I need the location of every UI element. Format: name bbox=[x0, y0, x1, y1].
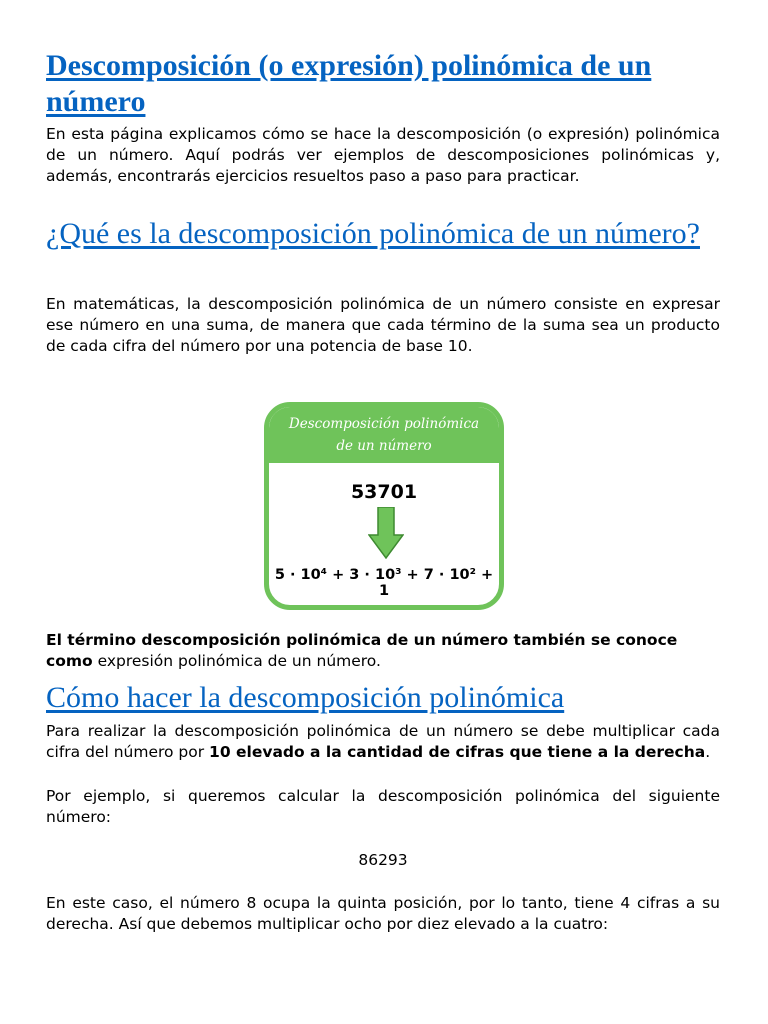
intro-paragraph: En esta página explicamos cómo se hace la descomposición (o expresión) polinómica de un número. Aquí podrás ver ejemplos de descomposiciones polinómicas y, además, encontrarás ejercicios resueltos paso a paso para practicar. bbox=[46, 125, 720, 185]
section-heading-what-is[interactable]: ¿Qué es la descomposición polinómica de un número? bbox=[46, 217, 700, 250]
definition-paragraph: En matemáticas, la descomposición polinómica de un número consiste en expresar ese número en una suma, de manera que cada término de la suma sea un producto de cada cifra del número por una potencia de base 10. bbox=[46, 295, 720, 355]
note-end: . bbox=[376, 652, 381, 670]
note-bold-text: El término descomposición polinómica de un número también se conoce como bbox=[46, 631, 678, 670]
figure-number: 53701 bbox=[350, 481, 418, 503]
decomposition-figure bbox=[264, 402, 504, 610]
method-paragraph bbox=[46, 721, 720, 763]
down-arrow-icon bbox=[368, 507, 404, 559]
method-text: Para realizar la descomposición polinómica de un número se debe multiplicar cada cifra del número por bbox=[46, 722, 720, 761]
method-bold-text: 10 elevado a la cantidad de cifras que tiene a la derecha bbox=[209, 743, 706, 761]
method-end: . bbox=[705, 743, 711, 761]
page-title[interactable]: Descomposición (o expresión) polinómica de un número bbox=[46, 49, 652, 118]
figure-title-line1: Descomposición polinómica bbox=[288, 416, 480, 432]
figure-header bbox=[269, 407, 499, 463]
figure-expression: 5 · 10⁴ + 3 · 10³ + 7 · 10² + 1 bbox=[274, 567, 494, 599]
note-normal-text: expresión polinómica de un número bbox=[92, 652, 377, 670]
figure-title-line2: de un número bbox=[336, 438, 432, 454]
example-explanation-paragraph: En este caso, el número 8 ocupa la quinta posición, por lo tanto, tiene 4 cifras a su derecha. Así que debemos multiplicar ocho por diez elevado a la cuatro: bbox=[46, 894, 720, 933]
note-paragraph bbox=[46, 630, 720, 672]
section-heading-how-to[interactable]: Cómo hacer la descomposición polinómica bbox=[46, 681, 565, 714]
example-intro-paragraph: Por ejemplo, si queremos calcular la descomposición polinómica del siguiente número: bbox=[46, 787, 720, 826]
example-number: 86293 bbox=[358, 851, 408, 869]
